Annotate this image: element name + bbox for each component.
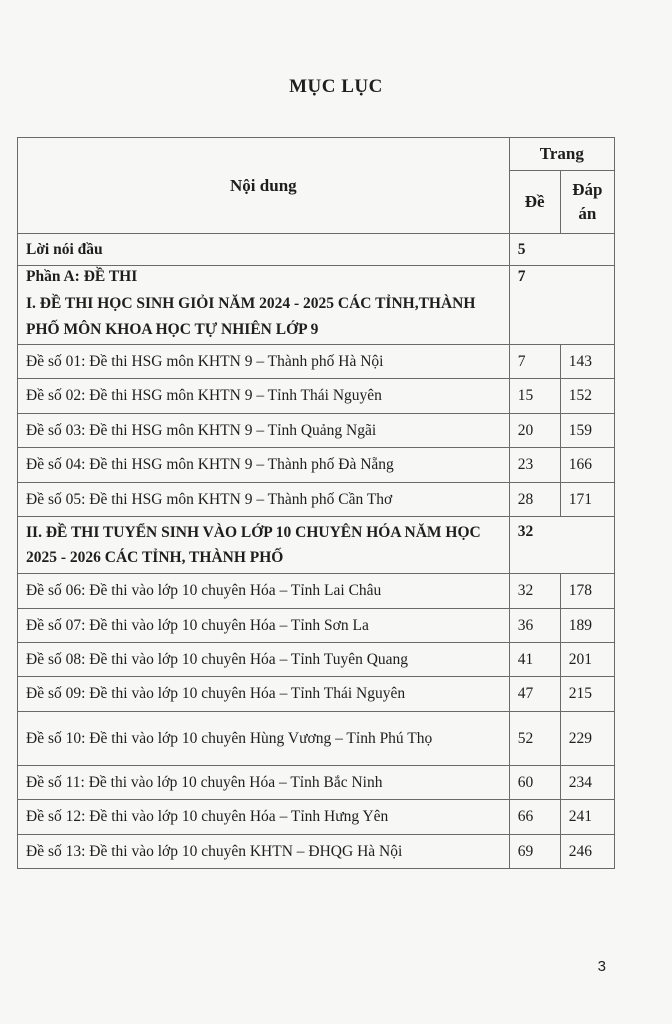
toc-entry-label: Đề số 10: Đề thi vào lớp 10 chuyên Hùng Vương – Tỉnh Phú Thọ <box>18 712 510 766</box>
toc-entry-label: Đề số 11: Đề thi vào lớp 10 chuyên Hóa – Tỉnh Bắc Ninh <box>18 766 510 800</box>
toc-entry-de-page: 20 <box>509 414 560 448</box>
toc-entry-dap-an-page: 229 <box>560 712 614 766</box>
toc-entry-de-page: 60 <box>509 766 560 800</box>
toc-entry-de-page: 28 <box>509 483 560 517</box>
toc-entry-de-page: 7 <box>509 345 560 379</box>
toc-entry-dap-an-page: 166 <box>560 448 614 483</box>
section-2-page: 32 <box>509 517 614 574</box>
toc-entry-row <box>18 414 615 448</box>
toc-entry-label: Đề số 06: Đề thi vào lớp 10 chuyên Hóa – Tỉnh Lai Châu <box>18 574 510 609</box>
toc-entry-label: Đề số 07: Đề thi vào lớp 10 chuyên Hóa – Tỉnh Sơn La <box>18 609 510 643</box>
header-dap-an: Đáp án <box>560 171 614 234</box>
part-a-label: Phần A: ĐỀ THI <box>18 266 510 289</box>
toc-entry-row <box>18 712 615 766</box>
toc-entry-label: Đề số 01: Đề thi HSG môn KHTN 9 – Thành phố Hà Nội <box>18 345 510 379</box>
toc-row-intro <box>18 234 615 266</box>
toc-entry-row <box>18 574 615 609</box>
toc-entry-dap-an-page: 241 <box>560 800 614 835</box>
part-a-page: 7 <box>509 266 614 289</box>
toc-entry-row <box>18 345 615 379</box>
intro-page: 5 <box>509 234 614 266</box>
toc-row-part-a <box>18 266 615 289</box>
toc-entry-label: Đề số 03: Đề thi HSG môn KHTN 9 – Tỉnh Quảng Ngãi <box>18 414 510 448</box>
toc-entry-dap-an-page: 143 <box>560 345 614 379</box>
toc-entry-de-page: 32 <box>509 574 560 609</box>
header-de: Đề <box>509 171 560 234</box>
toc-entry-label: Đề số 12: Đề thi vào lớp 10 chuyên Hóa – Tỉnh Hưng Yên <box>18 800 510 835</box>
toc-entry-dap-an-page: 178 <box>560 574 614 609</box>
toc-entry-dap-an-page: 234 <box>560 766 614 800</box>
toc-entry-de-page: 23 <box>509 448 560 483</box>
toc-entry-label: Đề số 08: Đề thi vào lớp 10 chuyên Hóa – Tỉnh Tuyên Quang <box>18 643 510 677</box>
toc-entry-label: Đề số 13: Đề thi vào lớp 10 chuyên KHTN – ĐHQG Hà Nội <box>18 835 510 869</box>
header-trang: Trang <box>509 138 614 171</box>
toc-entry-de-page: 52 <box>509 712 560 766</box>
toc-entry-row <box>18 609 615 643</box>
toc-entry-dap-an-page: 152 <box>560 379 614 414</box>
toc-entry-dap-an-page: 246 <box>560 835 614 869</box>
toc-entry-de-page: 66 <box>509 800 560 835</box>
toc-entry-dap-an-page: 159 <box>560 414 614 448</box>
toc-entry-label: Đề số 09: Đề thi vào lớp 10 chuyên Hóa – Tỉnh Thái Nguyên <box>18 677 510 712</box>
toc-entry-row <box>18 677 615 712</box>
page-number: 3 <box>597 958 606 975</box>
toc-entry-label: Đề số 05: Đề thi HSG môn KHTN 9 – Thành phố Cần Thơ <box>18 483 510 517</box>
page-title: MỤC LỤC <box>289 76 383 97</box>
toc-entry-de-page: 15 <box>509 379 560 414</box>
toc-row-section-1 <box>18 289 615 345</box>
toc-entry-de-page: 69 <box>509 835 560 869</box>
toc-entry-row <box>18 800 615 835</box>
toc-entry-de-page: 47 <box>509 677 560 712</box>
toc-row-section-2 <box>18 517 615 574</box>
table-of-contents <box>17 137 615 869</box>
toc-entry-row <box>18 835 615 869</box>
toc-entry-dap-an-page: 201 <box>560 643 614 677</box>
toc-entry-row <box>18 448 615 483</box>
intro-label: Lời nói đầu <box>18 234 510 266</box>
section-2-label: II. ĐỀ THI TUYỂN SINH VÀO LỚP 10 CHUYÊN HÓA NĂM HỌC 2025 - 2026 CÁC TỈNH, THÀNH PHỐ <box>18 517 510 574</box>
toc-entry-dap-an-page: 171 <box>560 483 614 517</box>
toc-entry-dap-an-page: 215 <box>560 677 614 712</box>
toc-entry-label: Đề số 04: Đề thi HSG môn KHTN 9 – Thành phố Đà Nẵng <box>18 448 510 483</box>
toc-entry-row <box>18 483 615 517</box>
toc-entry-de-page: 41 <box>509 643 560 677</box>
toc-entry-de-page: 36 <box>509 609 560 643</box>
toc-entry-row <box>18 379 615 414</box>
header-content: Nội dung <box>18 138 510 234</box>
section-1-label: I. ĐỀ THI HỌC SINH GIỎI NĂM 2024 - 2025 CÁC TỈNH,THÀNH PHỐ MÔN KHOA HỌC TỰ NHIÊN LỚP 9 <box>18 289 510 345</box>
toc-entry-dap-an-page: 189 <box>560 609 614 643</box>
toc-entry-row <box>18 766 615 800</box>
toc-entry-label: Đề số 02: Đề thi HSG môn KHTN 9 – Tỉnh Thái Nguyên <box>18 379 510 414</box>
toc-entry-row <box>18 643 615 677</box>
